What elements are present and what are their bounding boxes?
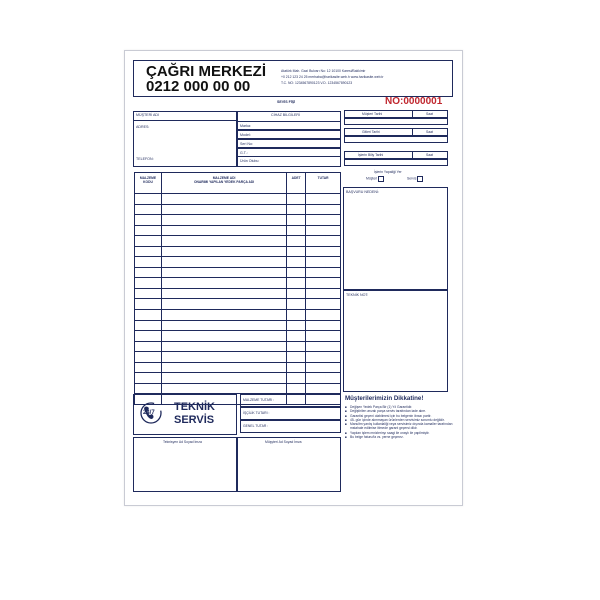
location-option-service-label: Servis bbox=[407, 176, 417, 181]
material-amount-cell[interactable] bbox=[306, 299, 341, 310]
table-row bbox=[135, 383, 341, 394]
material-qty-cell[interactable] bbox=[287, 288, 306, 299]
tech-note-label: TEKNİK NOT: bbox=[346, 293, 369, 297]
notice-item: ■ Garantisi geçeni olabilmesi için bu belgenin ibrazı partir. bbox=[345, 414, 453, 418]
col-name-header bbox=[161, 173, 286, 194]
material-name-cell[interactable] bbox=[161, 331, 286, 342]
company-phone: 0212 000 00 00 bbox=[146, 78, 251, 95]
date-box-3-bottom bbox=[344, 159, 448, 166]
notice-item: ■ Değişen Yedek Parça Bir (1) Yıl Garantidir. bbox=[345, 405, 453, 409]
notice-list bbox=[345, 405, 453, 439]
material-amount-cell[interactable] bbox=[306, 257, 341, 268]
date-time-2: Saat bbox=[426, 130, 433, 134]
customer-phone-label: TELEFON: bbox=[136, 157, 154, 161]
notice-item: ■ 45- gün içinde akmmayan ürünlerden servisimiz sorumlu değildir. bbox=[345, 418, 453, 422]
date-time-1: Saat bbox=[426, 112, 433, 116]
material-name-cell[interactable] bbox=[161, 362, 286, 373]
device-field-gt: G.T.: bbox=[240, 151, 248, 155]
material-amount-cell[interactable] bbox=[306, 225, 341, 236]
material-qty-cell[interactable] bbox=[287, 215, 306, 226]
material-amount-cell[interactable] bbox=[306, 204, 341, 215]
device-row-2 bbox=[237, 130, 341, 139]
material-amount-cell[interactable] bbox=[306, 331, 341, 342]
material-qty-cell[interactable] bbox=[287, 257, 306, 268]
notice-item: ■ Manultm yanlış kullanlaliği veya servisimiz dışında kamaller tarafından mstahale edilmise itimede garant geçersi dikir. bbox=[345, 422, 453, 431]
material-code-cell[interactable] bbox=[135, 236, 162, 247]
logo-line-1: TEKNİK bbox=[174, 401, 215, 413]
material-amount-cell[interactable] bbox=[306, 310, 341, 321]
device-row-1 bbox=[237, 121, 341, 130]
location-option-customer bbox=[366, 176, 384, 182]
material-code-cell[interactable] bbox=[135, 383, 162, 394]
material-code-cell[interactable] bbox=[135, 257, 162, 268]
col-name-label-1: MALZEME ADI bbox=[212, 176, 236, 180]
date-time-3: Saat bbox=[426, 153, 433, 157]
material-code-cell[interactable] bbox=[135, 320, 162, 331]
service-checkbox[interactable] bbox=[417, 176, 423, 182]
material-code-cell[interactable] bbox=[135, 204, 162, 215]
material-amount-cell[interactable] bbox=[306, 246, 341, 257]
material-amount-cell[interactable] bbox=[306, 352, 341, 363]
material-qty-cell[interactable] bbox=[287, 352, 306, 363]
tech-note-box[interactable] bbox=[343, 290, 448, 392]
table-row bbox=[135, 267, 341, 278]
table-row bbox=[135, 288, 341, 299]
technician-signature-box[interactable] bbox=[133, 437, 237, 492]
material-code-cell[interactable] bbox=[135, 362, 162, 373]
material-amount-cell[interactable] bbox=[306, 236, 341, 247]
material-name-cell[interactable] bbox=[161, 204, 286, 215]
material-amount-cell[interactable] bbox=[306, 341, 341, 352]
notice-item: ■ Değiştirilen arızalı parça servis tarafından iade akre. bbox=[345, 409, 453, 413]
material-name-cell[interactable] bbox=[161, 225, 286, 236]
date-label-2: Gitleri Tarihi bbox=[362, 130, 380, 134]
company-address-1: Atatürk Mah. Gazi Bulvarı No: 12 10100 Karesi/Balıkimir bbox=[281, 69, 366, 73]
table-row bbox=[135, 373, 341, 384]
material-name-cell[interactable] bbox=[161, 236, 286, 247]
material-qty-cell[interactable] bbox=[287, 383, 306, 394]
material-qty-cell[interactable] bbox=[287, 299, 306, 310]
material-amount-cell[interactable] bbox=[306, 267, 341, 278]
table-row bbox=[135, 215, 341, 226]
material-qty-cell[interactable] bbox=[287, 194, 306, 205]
table-row bbox=[135, 246, 341, 257]
device-field-brand: Marka: bbox=[240, 124, 251, 128]
technician-signature-label: Teknisyen Ad Soyad İmza bbox=[163, 440, 202, 444]
company-name: ÇAĞRI MERKEZİ bbox=[146, 63, 266, 80]
material-name-cell[interactable] bbox=[161, 383, 286, 394]
material-name-cell[interactable] bbox=[161, 310, 286, 321]
date-box-1-bottom bbox=[344, 118, 448, 125]
material-code-cell[interactable] bbox=[135, 331, 162, 342]
material-amount-cell[interactable] bbox=[306, 362, 341, 373]
material-name-cell[interactable] bbox=[161, 257, 286, 268]
customer-signature-box[interactable] bbox=[237, 437, 341, 492]
material-name-cell[interactable] bbox=[161, 215, 286, 226]
material-code-cell[interactable] bbox=[135, 194, 162, 205]
table-row bbox=[135, 299, 341, 310]
material-amount-cell[interactable] bbox=[306, 215, 341, 226]
logo-badge: 24/7 bbox=[143, 410, 155, 416]
location-option-service bbox=[407, 176, 423, 182]
material-code-cell[interactable] bbox=[135, 352, 162, 363]
col-amount-label: TUTAR bbox=[317, 176, 329, 180]
device-row-4 bbox=[237, 148, 341, 157]
table-row bbox=[135, 352, 341, 363]
material-qty-cell[interactable] bbox=[287, 246, 306, 257]
material-amount-cell[interactable] bbox=[306, 373, 341, 384]
table-row bbox=[135, 320, 341, 331]
company-address-2: +0 212 123 24 25 merhaba@harikasite.web.h www.harikasite.web.tr bbox=[281, 75, 384, 79]
material-name-cell[interactable] bbox=[161, 299, 286, 310]
date-label-1: Müşteri Tarihi bbox=[362, 112, 383, 116]
customer-signature-label: Müşyteri Ad Soyad İmza bbox=[265, 440, 302, 444]
notice-item: ■ Yapılan işlem mnizlerinyı saagi ile onaylı ile yapilmiştir. bbox=[345, 431, 453, 435]
material-qty-cell[interactable] bbox=[287, 278, 306, 289]
customer-checkbox[interactable] bbox=[378, 176, 384, 182]
headset-24-7-icon bbox=[139, 401, 163, 425]
materials-header-row bbox=[135, 173, 341, 194]
date-box-2-bottom bbox=[344, 136, 448, 143]
material-name-cell[interactable] bbox=[161, 352, 286, 363]
material-amount-cell[interactable] bbox=[306, 383, 341, 394]
material-name-cell[interactable] bbox=[161, 341, 286, 352]
table-row bbox=[135, 341, 341, 352]
location-title: İşlerin Yapaliği Yer bbox=[374, 170, 402, 174]
location-option-customer-label: Müşteri bbox=[366, 176, 378, 181]
material-qty-cell[interactable] bbox=[287, 331, 306, 342]
material-qty-cell[interactable] bbox=[287, 320, 306, 331]
reason-label: BAŞVURU NEDENİ: bbox=[346, 190, 379, 194]
col-code-label: MALZEME KODU bbox=[139, 176, 157, 184]
table-row bbox=[135, 194, 341, 205]
material-name-cell[interactable] bbox=[161, 320, 286, 331]
material-name-cell[interactable] bbox=[161, 267, 286, 278]
device-field-model: Model: bbox=[240, 133, 251, 137]
notice-title: Müşterilerimizin Dikkatine! bbox=[345, 395, 424, 402]
device-field-serial: Seri No: bbox=[240, 142, 253, 146]
table-row bbox=[135, 310, 341, 321]
material-qty-cell[interactable] bbox=[287, 236, 306, 247]
device-field-group: Ürün Olubu: bbox=[240, 159, 260, 163]
material-code-cell[interactable] bbox=[135, 299, 162, 310]
form-title: SEVİS FİŞİ bbox=[277, 100, 296, 104]
device-header: CİHAZ BİLGİLERİ bbox=[271, 113, 300, 117]
total-general-label: GENEL TUTAR : bbox=[243, 424, 269, 428]
material-code-cell[interactable] bbox=[135, 267, 162, 278]
material-code-cell[interactable] bbox=[135, 278, 162, 289]
material-amount-cell[interactable] bbox=[306, 288, 341, 299]
col-name-label-2: ONARIMI YAPILAN YEDEK PARÇA ADI bbox=[193, 180, 255, 184]
material-code-cell[interactable] bbox=[135, 225, 162, 236]
table-row bbox=[135, 278, 341, 289]
table-row bbox=[135, 236, 341, 247]
material-name-cell[interactable] bbox=[161, 373, 286, 384]
material-qty-cell[interactable] bbox=[287, 373, 306, 384]
material-qty-cell[interactable] bbox=[287, 225, 306, 236]
material-name-cell[interactable] bbox=[161, 278, 286, 289]
notice-items bbox=[345, 405, 453, 439]
table-row bbox=[135, 225, 341, 236]
customer-name-label: MÜŞTERİ ADI bbox=[136, 113, 159, 117]
company-address-3: T.C. NO: 1234567890123 V.D. 1234567890123 bbox=[281, 81, 353, 85]
table-row bbox=[135, 204, 341, 215]
date-label-3: İşlerin Biliy Tarihi bbox=[358, 153, 384, 157]
material-code-cell[interactable] bbox=[135, 215, 162, 226]
table-row bbox=[135, 362, 341, 373]
material-qty-cell[interactable] bbox=[287, 310, 306, 321]
material-code-cell[interactable] bbox=[135, 288, 162, 299]
material-code-cell[interactable] bbox=[135, 341, 162, 352]
material-amount-cell[interactable] bbox=[306, 320, 341, 331]
material-name-cell[interactable] bbox=[161, 246, 286, 257]
customer-address-label: ADRES: bbox=[136, 125, 150, 129]
material-code-cell[interactable] bbox=[135, 310, 162, 321]
material-name-cell[interactable] bbox=[161, 288, 286, 299]
material-code-cell[interactable] bbox=[135, 246, 162, 257]
material-qty-cell[interactable] bbox=[287, 204, 306, 215]
total-material-label: MALZEME TUTARI : bbox=[243, 398, 275, 402]
logo-line-2: SERVİS bbox=[174, 414, 215, 426]
material-qty-cell[interactable] bbox=[287, 362, 306, 373]
table-row bbox=[135, 331, 341, 342]
material-qty-cell[interactable] bbox=[287, 267, 306, 278]
material-name-cell[interactable] bbox=[161, 194, 286, 205]
total-labor-label: İŞÇİLİK TUTARI : bbox=[243, 411, 270, 415]
materials-table bbox=[134, 172, 341, 405]
material-code-cell[interactable] bbox=[135, 373, 162, 384]
reason-box[interactable] bbox=[343, 187, 448, 290]
col-qty-header bbox=[287, 173, 306, 194]
notice-item: ■ Bu belge faturu/fa vs. yerne geçmez. bbox=[345, 435, 453, 439]
material-qty-cell[interactable] bbox=[287, 341, 306, 352]
col-qty-label: ADET bbox=[291, 176, 301, 180]
col-code-header bbox=[135, 173, 162, 194]
material-amount-cell[interactable] bbox=[306, 278, 341, 289]
form-number: NO:0000001 bbox=[385, 96, 443, 107]
material-amount-cell[interactable] bbox=[306, 194, 341, 205]
table-row bbox=[135, 257, 341, 268]
col-amount-header bbox=[306, 173, 341, 194]
